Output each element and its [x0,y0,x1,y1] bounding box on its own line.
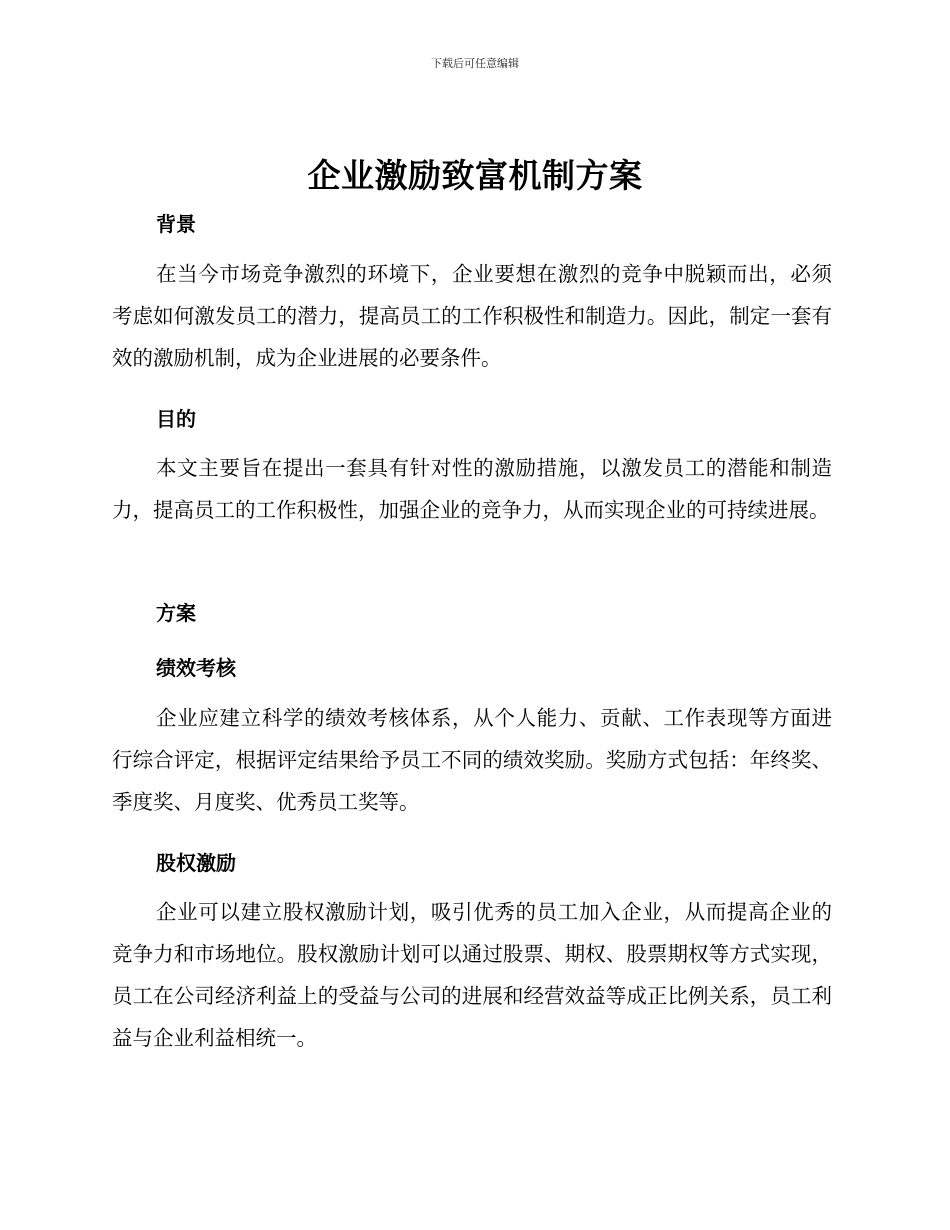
header-note: 下载后可任意编辑 [431,57,519,70]
heading-plan: 方案 [156,601,196,625]
paragraph-equity: 企业可以建立股权激励计划，吸引优秀的员工加入企业，从而提高企业的竞争力和市场地位。股权激励计划可以通过股票、期权、股票期权等方式实现，员工在公司经济利益上的受益与公司的进展和经营效益等成正比例关系，员工利益与企业利益相统一。 [112,900,832,1050]
heading-purpose: 目的 [156,407,196,431]
paragraph-background: 在当今市场竞争激烈的环境下，企业要想在激烈的竞争中脱颖而出，必须考虑如何激发员工的潜力，提高员工的工作积极性和制造力。因此，制定一套有效的激励机制，成为企业进展的必要条件。 [112,262,832,370]
heading-equity: 股权激励 [156,851,236,875]
paragraph-performance: 企业应建立科学的绩效考核体系，从个人能力、贡献、工作表现等方面进行综合评定，根据评定结果给予员工不同的绩效奖励。奖励方式包括：年终奖、季度奖、月度奖、优秀员工奖等。 [112,706,832,814]
heading-background: 背景 [156,212,196,236]
paragraph-purpose: 本文主要旨在提出一套具有针对性的激励措施，以激发员工的潜能和制造力，提高员工的工作积极性，加强企业的竞争力，从而实现企业的可持续进展。 [112,456,832,522]
document-title: 企业激励致富机制方案 [307,156,643,195]
heading-performance: 绩效考核 [156,656,236,680]
